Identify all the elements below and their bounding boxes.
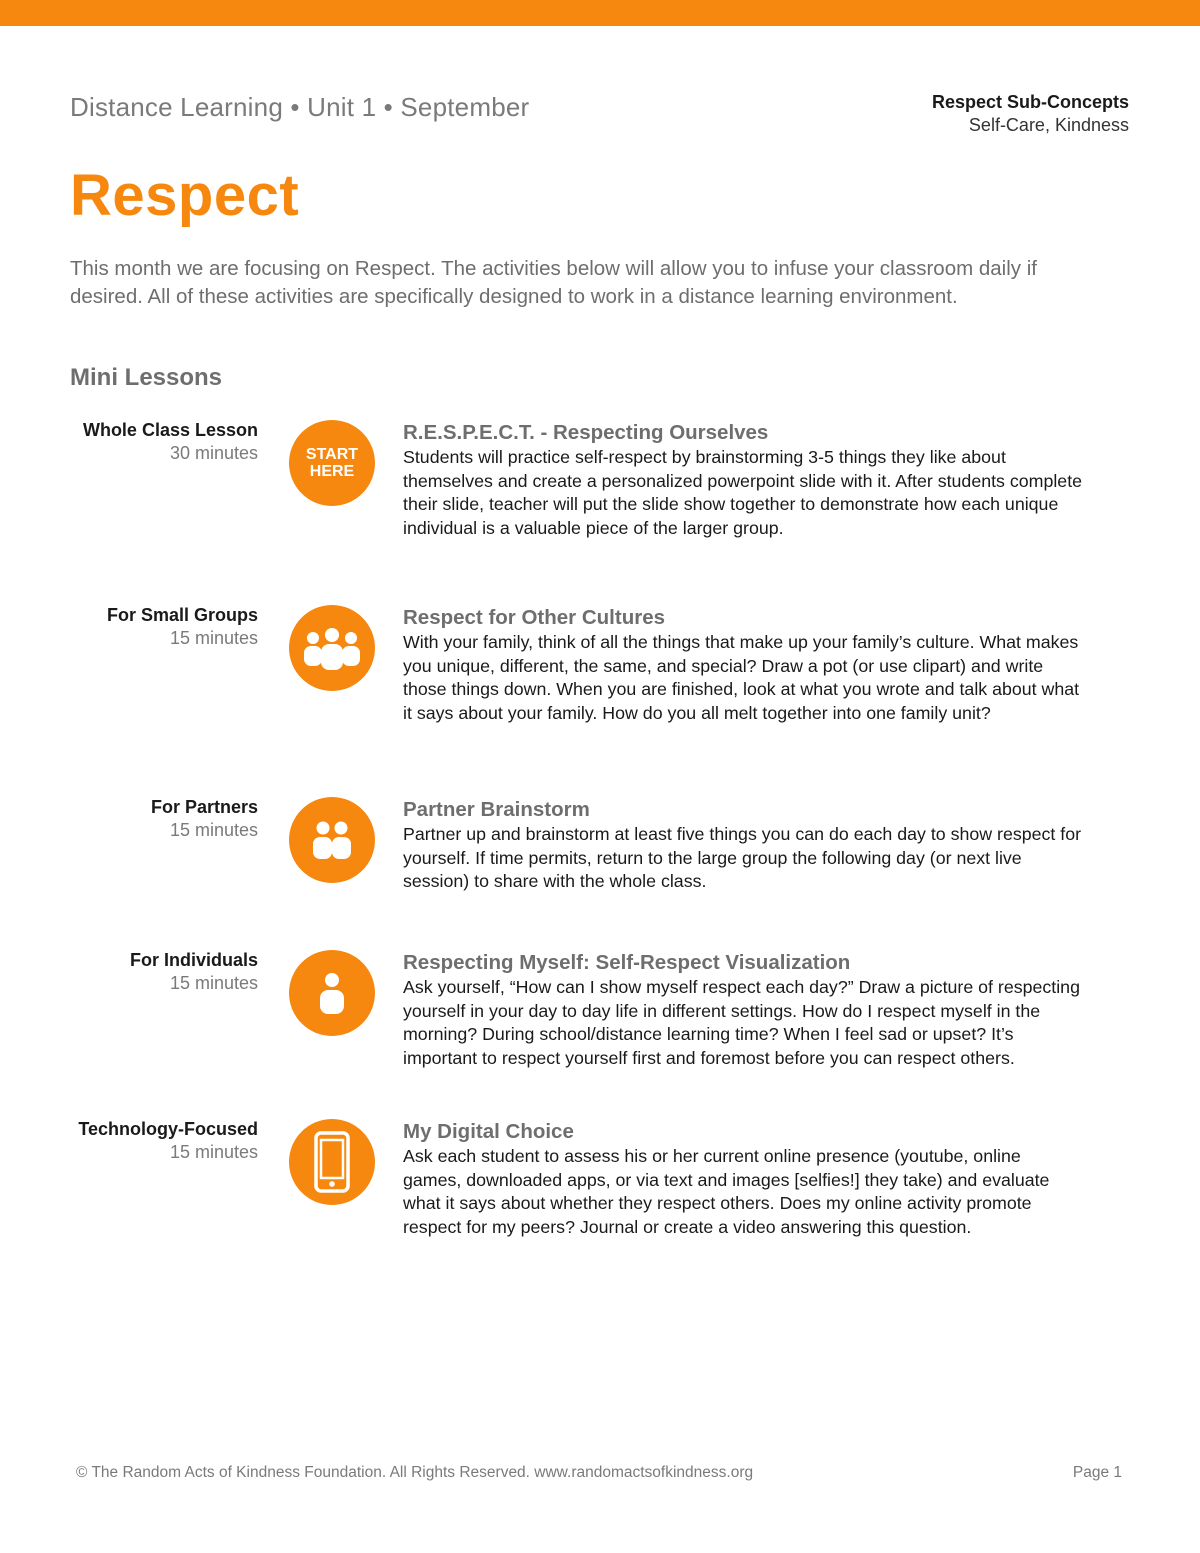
lesson-body: Partner up and brainstorm at least five things you can do each day to show respect for yourself. If time permits, return to the large group the following day (or next live session) to share with the whole class.	[403, 824, 1082, 891]
lesson-content	[403, 605, 1083, 725]
sub-concepts-title: Respect Sub-Concepts	[931, 92, 1129, 112]
lesson-time: 15 minutes	[169, 973, 258, 993]
lesson-label	[0, 950, 258, 994]
footer-page-number: Page 1	[1072, 1464, 1122, 1481]
lesson-content	[403, 950, 1083, 1070]
lesson-title: Respecting Myself: Self-Respect Visualization	[403, 951, 851, 974]
person-icon	[289, 950, 375, 1036]
phone-icon	[289, 1119, 375, 1205]
lesson-label	[0, 605, 258, 649]
unit-line: Distance Learning • Unit 1 • September	[70, 92, 530, 122]
intro-paragraph: This month we are focusing on Respect. The activities below will allow you to infuse your classroom daily if desired. All of these activities are specifically designed to work in a distance learning environment.	[70, 257, 1037, 308]
lesson-title: R.E.S.P.E.C.T. - Respecting Ourselves	[403, 421, 769, 444]
lesson-title: Partner Brainstorm	[403, 798, 590, 821]
lesson-body: With your family, think of all the things that make up your family’s culture. What makes you unique, different, the same, and special? Draw a pot (or use clipart) and write those things down. When you are finished, look at what you wrote and talk about what it says about your family. How do you all melt together into one family unit?	[403, 632, 1080, 723]
lesson-content	[403, 1119, 1083, 1239]
lesson-type: For Individuals	[129, 950, 258, 970]
lesson-time: 15 minutes	[169, 628, 258, 648]
lesson-type: For Small Groups	[106, 605, 258, 625]
sub-concepts	[932, 92, 1129, 136]
lesson-label	[0, 1119, 258, 1163]
lesson-body: Students will practice self-respect by brainstorming 3-5 things they like about themselves and create a personalized powerpoint slide with it. After students complete their slide, teacher will put the slide show together to demonstrate how each unique individual is a valuable piece of the larger group.	[403, 447, 1083, 538]
partners-icon	[289, 797, 375, 883]
lesson-content	[403, 797, 1083, 894]
lesson-time: 15 minutes	[169, 820, 258, 840]
lesson-body: Ask each student to assess his or her current online presence (youtube, online games, downloaded apps, or via text and images [selfies!] they take) and evaluate what it says about whether they respect others. Does my online activity promote respect for my peers? Journal or create a video answering this question.	[403, 1146, 1050, 1237]
start-here-badge	[289, 420, 375, 506]
lesson-type: For Partners	[150, 797, 258, 817]
badge-line-here: HERE	[309, 463, 355, 480]
lesson-time: 30 minutes	[169, 443, 258, 463]
lesson-label	[0, 797, 258, 841]
lesson-title: Respect for Other Cultures	[403, 606, 665, 629]
badge-line-start: START	[305, 446, 359, 463]
lesson-content	[403, 420, 1083, 540]
lesson-type: Whole Class Lesson	[82, 420, 258, 440]
lesson-label	[0, 420, 258, 464]
top-accent-bar	[0, 0, 1200, 26]
lesson-type: Technology-Focused	[78, 1119, 258, 1139]
section-heading-mini-lessons: Mini Lessons	[70, 364, 223, 391]
lesson-time: 15 minutes	[169, 1142, 258, 1162]
lesson-body: Ask yourself, “How can I show myself respect each day?” Draw a picture of respecting yourself in your day to day life in different settings. How do I respect myself in the morning? During school/distance learning time? When I feel sad or upset? It’s important to respect yourself first and foremost before you can respect others.	[403, 977, 1080, 1068]
footer-copyright: © The Random Acts of Kindness Foundation. All Rights Reserved. www.randomactsofkindness.org	[76, 1464, 754, 1481]
group-icon	[289, 605, 375, 691]
sub-concepts-value: Self-Care, Kindness	[968, 115, 1129, 135]
page-title: Respect	[70, 163, 300, 228]
lesson-title: My Digital Choice	[403, 1120, 574, 1143]
